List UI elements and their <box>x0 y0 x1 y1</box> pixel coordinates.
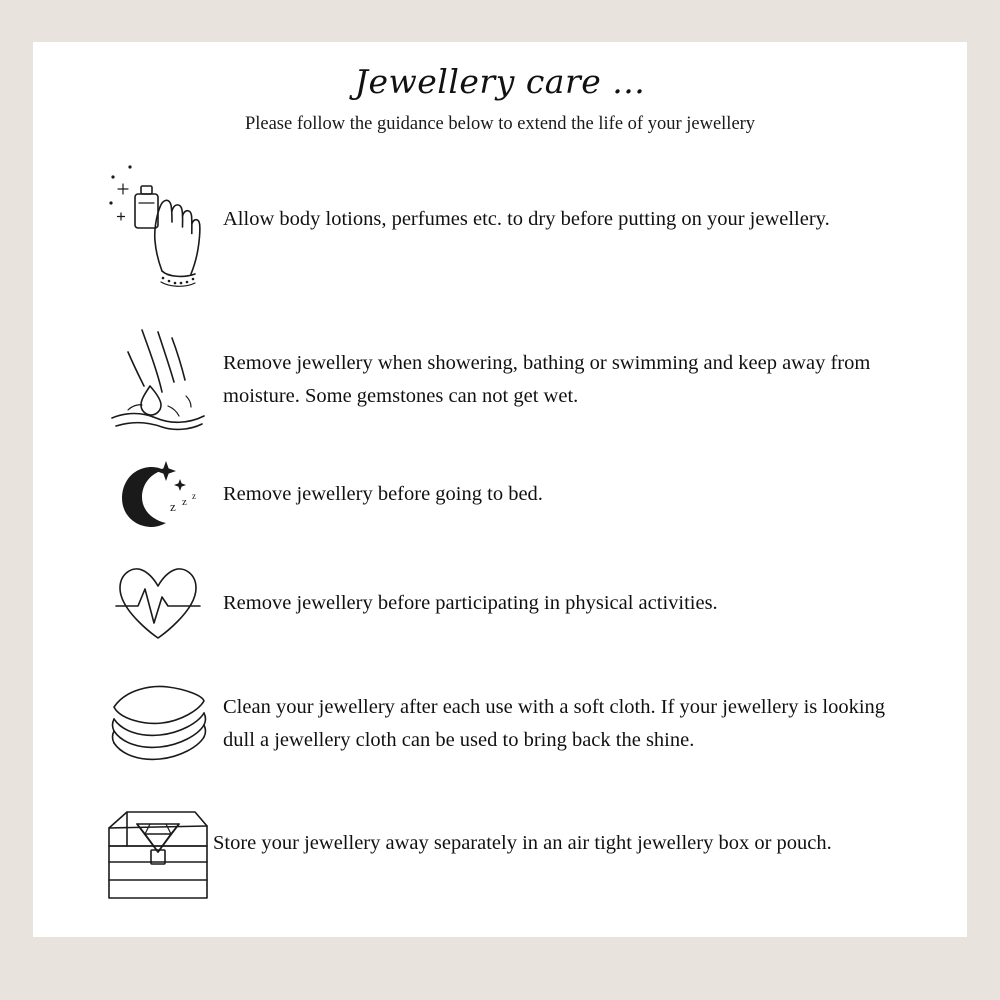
icon-cell <box>93 159 223 309</box>
list-item <box>33 325 967 435</box>
crescent-moon-sleep-icon <box>108 455 208 535</box>
icon-cell <box>93 325 223 435</box>
care-card <box>33 42 967 937</box>
heart-heartbeat-icon <box>108 562 208 644</box>
list-item-text: Store your jewellery away separately in an air tight jewellery box or pouch. <box>213 831 832 854</box>
hand-with-perfume-bottle-icon <box>103 159 213 309</box>
list-item <box>33 455 967 535</box>
list-item-text: Remove jewellery when showering, bathing or swimming and keep away from moisture. Some gemstones can not get wet. <box>223 351 871 407</box>
icon-cell <box>93 809 223 904</box>
page-subtitle: Please follow the guidance below to extend the life of your jewellery <box>244 113 756 134</box>
list-item <box>33 159 967 309</box>
care-instruction-list <box>33 159 967 904</box>
list-item-text: Remove jewellery before participating in physical activities. <box>223 591 718 614</box>
svg-text:z: z <box>192 490 196 501</box>
folded-cloth-icon <box>106 679 211 769</box>
svg-text:z: z <box>182 495 187 508</box>
header <box>33 42 967 135</box>
list-item <box>33 679 967 769</box>
svg-text:z: z <box>170 498 176 514</box>
icon-cell <box>93 679 223 769</box>
icon-cell <box>93 455 223 535</box>
water-splash-icon <box>106 322 211 437</box>
jewellery-box-icon <box>103 806 213 906</box>
list-item-text: Clean your jewellery after each use with a soft cloth. If your jewellery is looking dull a jewellery cloth can be used to bring back the shine. <box>223 695 886 751</box>
list-item <box>33 563 967 643</box>
icon-cell <box>93 563 223 643</box>
list-item-text: Allow body lotions, perfumes etc. to dry before putting on your jewellery. <box>223 207 830 230</box>
page-title: Jewellery care ... <box>354 62 646 101</box>
list-item-text: Remove jewellery before going to bed. <box>223 482 543 505</box>
list-item <box>33 809 967 904</box>
